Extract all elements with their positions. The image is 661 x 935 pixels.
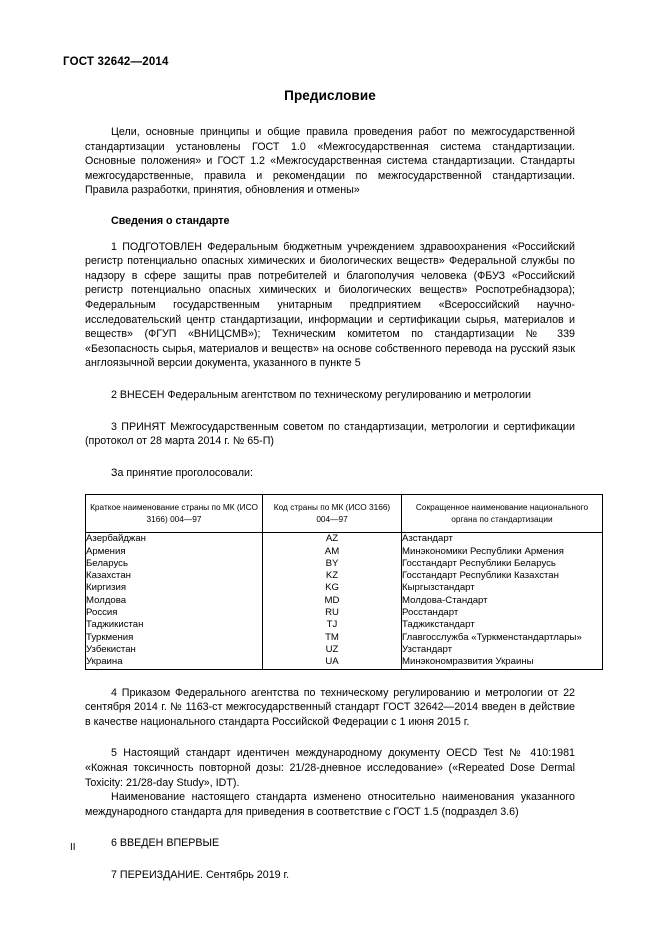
country-code-item: RU [325, 607, 339, 619]
national-body-item: Таджикстандарт [402, 619, 475, 631]
country-code-item: AZ [325, 533, 339, 545]
column-header-country-name: Краткое наименование страны по МК (ИСО 3166) 004—97 [86, 495, 263, 533]
national-body-item: Кыргызстандарт [402, 582, 475, 594]
vote-table-wrapper [85, 494, 589, 669]
standard-info-heading: Сведения о стандарте [111, 214, 230, 227]
vote-table-body [86, 533, 603, 669]
column-header-national-body: Сокращенное наименование национального органа по стандартизации [402, 495, 603, 533]
country-code-item: BY [325, 557, 339, 569]
national-body-item: Минэкономики Республики Армения [402, 545, 564, 557]
country-code-item: MD [324, 594, 340, 606]
standard-info-item-5-note: Наименование настоящего стандарта изменено относительно наименования указанного международного стандарта для приведения в соответствие с ГОСТ 1.5 (подраздел 3.6) [85, 791, 575, 818]
national-body-item: Азстандарт [402, 533, 453, 545]
cell-country-names [86, 533, 263, 669]
national-body-item: Узстандарт [402, 643, 453, 655]
country-name-item: Россия [86, 607, 118, 619]
country-name-item: Киргизия [86, 582, 127, 594]
country-code-item: AM [324, 545, 340, 557]
cell-country-codes [263, 533, 402, 669]
country-name-item: Украина [86, 656, 123, 668]
standard-info-item-2: 2 ВНЕСЕН Федеральным агентством по техническому регулированию и метрологии [111, 388, 531, 401]
standard-info-item-1: 1 ПОДГОТОВЛЕН Федеральным бюджетным учреждением здравоохранения «Российский регистр потенциально опасных химических и биологических веществ» Федеральной службы по надзору в сфере защиты прав потребителей и благополучия человека (ФБУЗ «Российский регистр потенциально опасных химических и биологических веществ» Роспотребнадзора); Федеральным государственным унитарным предприятием «Всероссийский научно-исследовательский центр стандартизации, информации и сертификации сырья, материалов и веществ» (ФГУП «ВНИЦСМВ»); Техническим комитетом по стандартизации № 339 «Безопасность сырья, материалов и веществ» на основе собственного перевода на русский язык англоязычной версии документа, указанного в пункте 5 [85, 240, 575, 370]
running-head-standard-number: ГОСТ 32642—2014 [63, 56, 169, 68]
country-code-item: UA [325, 656, 339, 668]
national-body-item: Молдова-Стандарт [402, 594, 488, 606]
country-name-item: Таджикистан [86, 619, 144, 631]
foreword-intro-paragraph: Цели, основные принципы и общие правила проведения работ по межгосударственной стандартизации установлены ГОСТ 1.0 «Межгосударственная система стандартизации. Основные положения» и ГОСТ 1.2 «Межгосударственная система стандартизации. Стандарты межгосударственные, правила и рекомендации по межгосударственной стандартизации. Правила разработки, принятия, обновления и отмены» [85, 126, 575, 197]
national-body-list [402, 533, 602, 668]
country-name-item: Узбекистан [86, 643, 136, 655]
table-header-row [86, 495, 603, 533]
national-body-item: Минэкономразвития Украины [402, 656, 534, 668]
vote-intro-text: За принятие проголосовали: [111, 466, 253, 479]
country-code-list [263, 533, 401, 668]
national-body-item: Госстандарт Республики Казахстан [402, 570, 559, 582]
page-number: II [70, 842, 76, 853]
national-body-item: Росстандарт [402, 607, 459, 619]
national-body-item: Главгосслужба «Туркменстандартлары» [402, 631, 582, 643]
country-name-item: Казахстан [86, 570, 131, 582]
country-name-item: Азербайджан [86, 533, 146, 545]
page-content [85, 88, 589, 893]
country-name-item: Туркмения [86, 631, 134, 643]
country-name-list [86, 533, 262, 668]
vote-table [85, 494, 603, 669]
table-row [86, 533, 603, 669]
cell-national-bodies [402, 533, 603, 669]
country-code-item: KZ [325, 570, 339, 582]
standard-info-item-6: 6 ВВЕДЕН ВПЕРВЫЕ [111, 837, 220, 850]
standard-info-item-3: 3 ПРИНЯТ Межгосударственным советом по стандартизации, метрологии и сертификации (протокол от 28 марта 2014 г. № 65-П) [85, 420, 575, 448]
country-code-item: UZ [325, 643, 339, 655]
standard-info-item-5: 5 Настоящий стандарт идентичен международному документу OECD Test № 410:1981 «Кожная токсичность повторной дозы: 21/28-дневное исследование» («Repeated Dose Dermal Toxicity: 21/28-day Study», IDT). [85, 747, 575, 789]
country-code-item: TM [325, 631, 339, 643]
country-name-item: Молдова [86, 594, 127, 606]
country-code-item: TJ [326, 619, 338, 631]
vote-table-head [86, 495, 603, 533]
country-name-item: Беларусь [86, 557, 128, 569]
country-code-item: KG [325, 582, 339, 594]
standard-info-item-7: 7 ПЕРЕИЗДАНИЕ. Сентябрь 2019 г. [111, 868, 290, 881]
national-body-item: Госстандарт Республики Беларусь [402, 557, 556, 569]
standard-info-item-4: 4 Приказом Федерального агентства по техническому регулированию и метрологии от 22 сентября 2014 г. № 1163-ст межгосударственный стандарт ГОСТ 32642—2014 введен в действие в качестве национального стандарта Российской Федерации с 1 июня 2015 г. [85, 686, 575, 728]
column-header-country-code: Код страны по МК (ИСО 3166) 004—97 [263, 495, 402, 533]
country-name-item: Армения [86, 545, 126, 557]
page-title: Предисловие [284, 88, 376, 103]
